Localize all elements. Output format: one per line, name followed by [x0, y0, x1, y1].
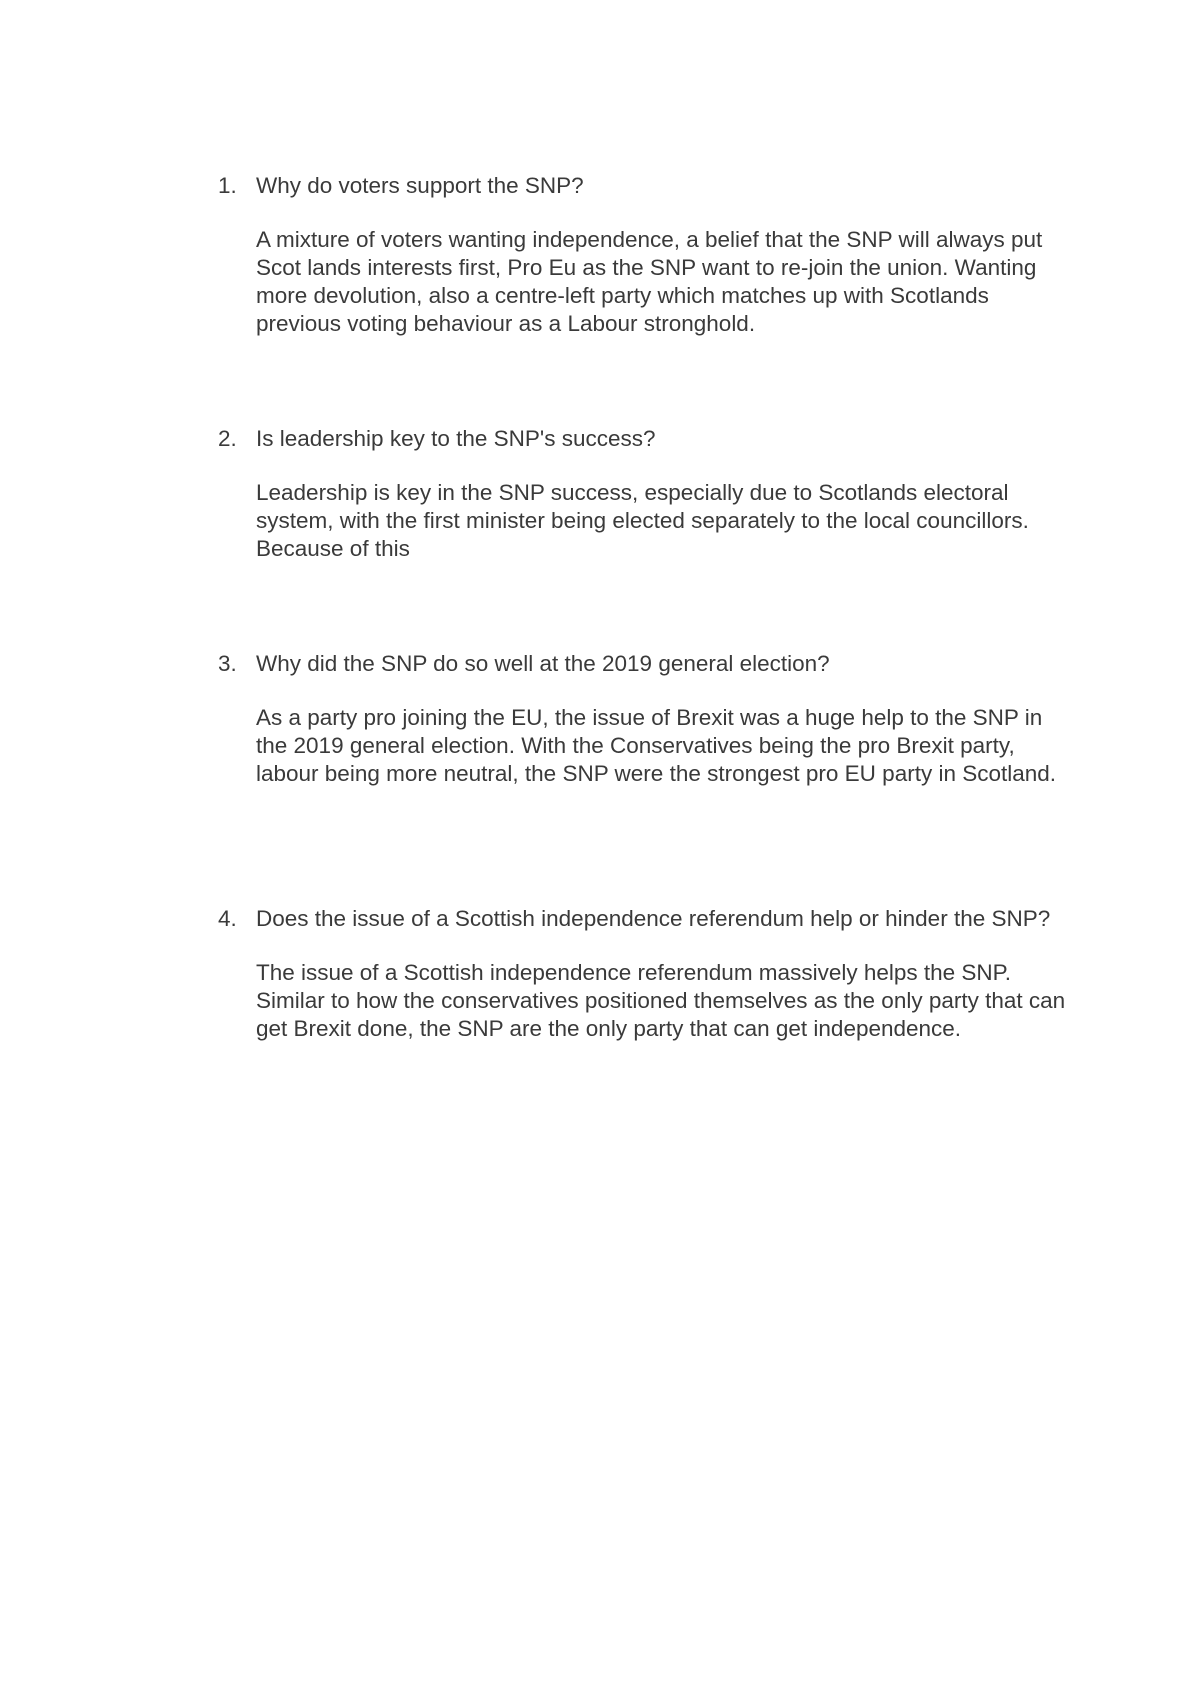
- question-number-4: 4.: [218, 906, 237, 931]
- question-number-3: 3.: [218, 651, 237, 676]
- question-text-1: Why do voters support the SNP?: [256, 173, 584, 198]
- question-3: [218, 650, 1068, 678]
- question-text-2: Is leadership key to the SNP's success?: [256, 426, 656, 451]
- question-number-1: 1.: [218, 173, 237, 198]
- question-number-2: 2.: [218, 426, 237, 451]
- question-item-1: [218, 172, 1068, 338]
- answer-3: As a party pro joining the EU, the issue of Brexit was a huge help to the SNP in the 2019 general election. With the Conservatives being the pro Brexit party, labour being more neutral, the SNP were the strongest pro EU party in Scotland.: [256, 705, 1057, 786]
- question-text-3: Why did the SNP do so well at the 2019 general election?: [256, 651, 830, 676]
- question-text-4: Does the issue of a Scottish independence referendum help or hinder the SNP?: [256, 906, 1051, 931]
- question-2: [218, 425, 1068, 453]
- question-item-3: [218, 650, 1068, 788]
- question-item-2: [218, 425, 1068, 563]
- question-1: [218, 172, 1068, 200]
- answer-4: The issue of a Scottish independence referendum massively helps the SNP. Similar to how the conservatives positioned themselves as the only party that can get Brexit done, the SNP are the only party that can get independence.: [256, 960, 1066, 1041]
- answer-2: Leadership is key in the SNP success, especially due to Scotlands electoral system, with the first minister being elected separately to the local councillors. Because of this: [256, 480, 1029, 561]
- answer-1: A mixture of voters wanting independence, a belief that the SNP will always put Scot lands interests first, Pro Eu as the SNP want to re-join the union. Wanting more devolution, also a centre-left party which matches up with Scotlands previous voting behaviour as a Labour stronghold.: [256, 227, 1043, 336]
- question-item-4: [218, 905, 1068, 1043]
- question-4: [218, 905, 1068, 933]
